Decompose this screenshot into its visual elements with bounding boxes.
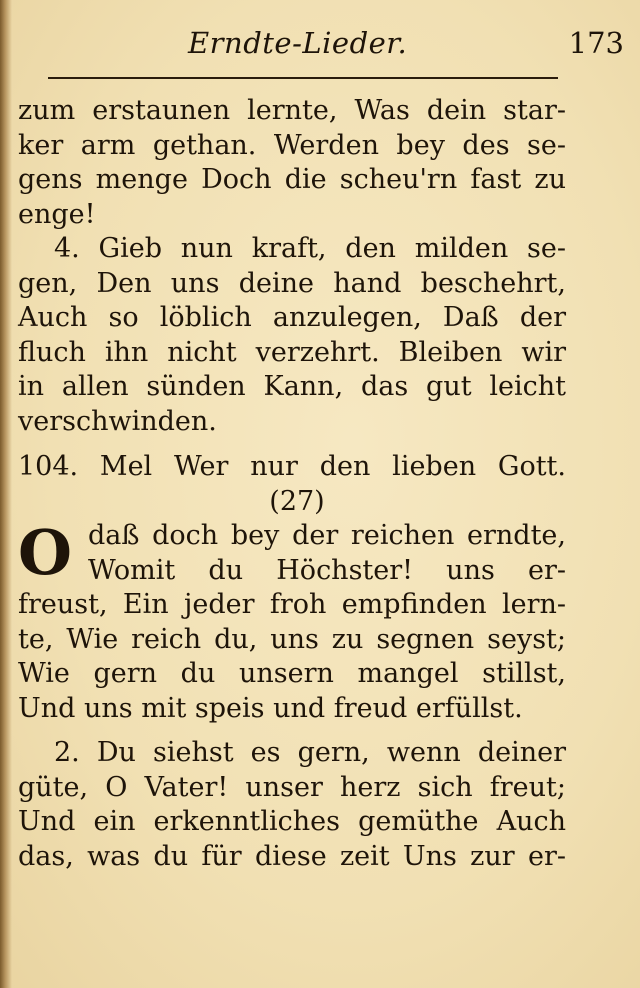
hymn-verse-2	[18, 736, 566, 874]
text-line: 4. Gieb nun kraft, den milden se-	[54, 233, 566, 264]
drop-cap: O	[18, 516, 73, 589]
running-head: Erndte-Lieder.	[188, 26, 408, 60]
text-line: in allen sünden Kann, das gut leicht	[18, 371, 566, 402]
text-line: gens menge Doch die scheu'rn fast zu	[18, 164, 566, 195]
binding-gutter-shadow	[0, 0, 12, 988]
text-line: freust, Ein jeder froh empfinden lern-	[18, 589, 566, 620]
header-rule	[48, 77, 558, 79]
text-line: verschwinden.	[18, 405, 217, 437]
hymn-heading: 104. Mel Wer nur den lieben Gott.	[18, 451, 566, 482]
text-line: Und ein erkenntliches gemüthe Auch	[18, 806, 566, 837]
spacer	[18, 726, 566, 736]
page-header	[18, 22, 624, 72]
text-line: enge!	[18, 198, 96, 230]
spacer	[18, 439, 566, 449]
text-line: Wie gern du unsern mangel stillst,	[18, 658, 566, 689]
text-line: ker arm gethan. Werden bey des se-	[18, 129, 566, 161]
text-line: gen, Den uns deine hand beschehrt,	[18, 267, 566, 299]
text-line: Auch so löblich anzulegen, Daß der	[18, 302, 566, 333]
verse-4	[18, 232, 566, 439]
continuation-verse	[18, 94, 566, 232]
text-line: fluch ihn nicht verzehrt. Bleiben wir	[18, 336, 566, 368]
page-number: 173	[568, 26, 624, 60]
tune-number: (27)	[269, 486, 325, 517]
text-line: das, was du für diese zeit Uns zur er-	[18, 840, 566, 872]
hymn-verse-1	[18, 516, 566, 726]
text-line: Womit du Höchster! uns er-	[88, 554, 566, 586]
text-line: zum erstaunen lernte, Was dein star-	[18, 95, 566, 126]
page-body	[18, 94, 566, 874]
text-line: daß doch bey der reichen erndte,	[88, 520, 566, 551]
text-line: Und uns mit speis und freud erfüllst.	[18, 692, 523, 724]
text-line: te, Wie reich du, uns zu segnen seyst;	[18, 623, 566, 655]
text-line: 2. Du siehst es gern, wenn deiner	[54, 737, 566, 768]
text-line: güte, O Vater! unser herz sich freut;	[18, 771, 566, 803]
